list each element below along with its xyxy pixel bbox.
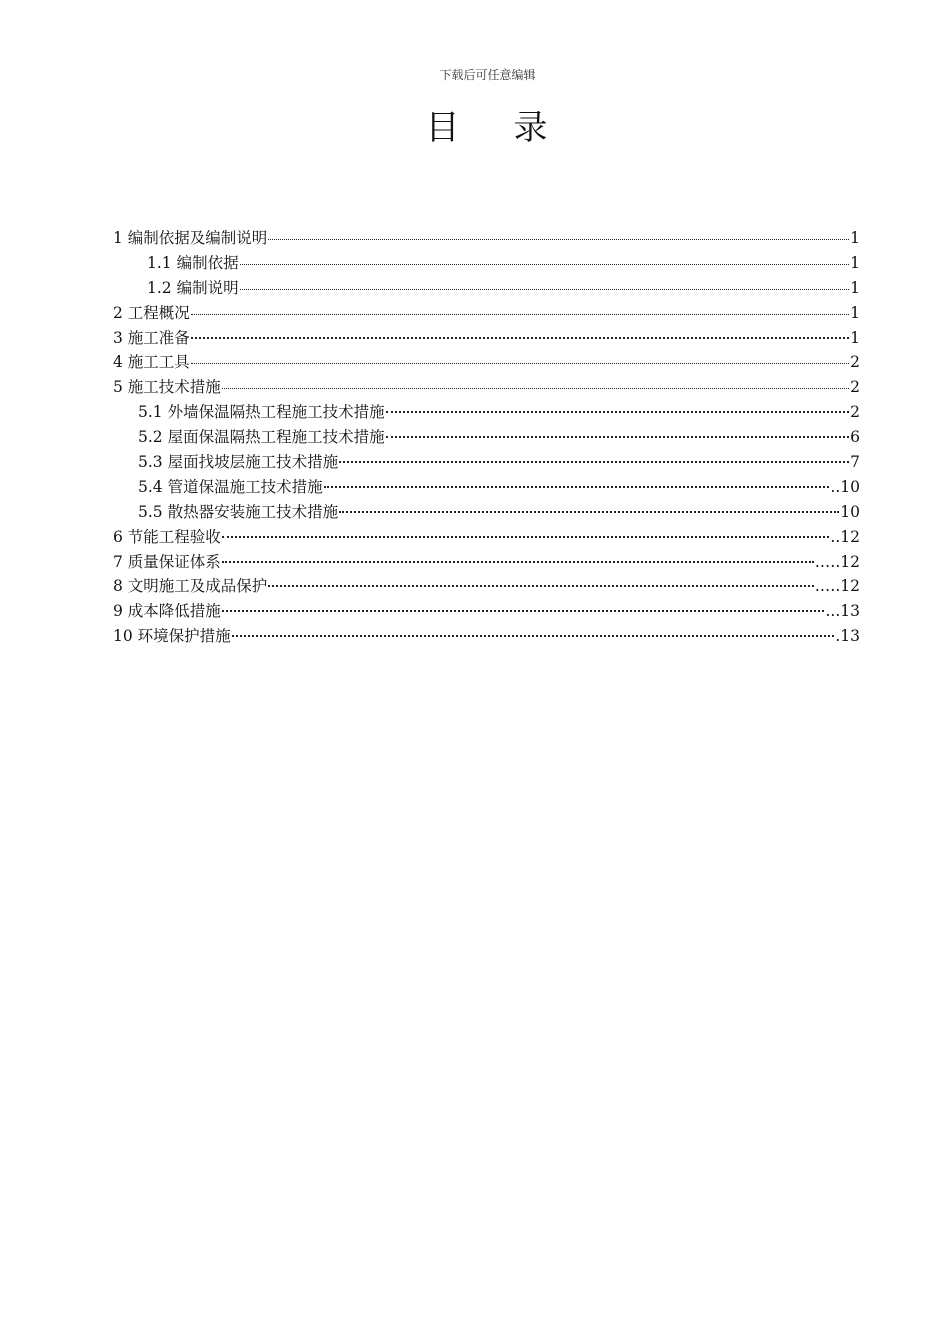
toc-entry-text: 1 编制依据及编制说明 bbox=[113, 229, 268, 247]
toc-entry-text: 5.3 屋面找坡层施工技术措施 bbox=[138, 453, 339, 472]
toc-entry-text: 6 节能工程验收 bbox=[113, 527, 221, 546]
toc-entry-1-2[interactable] bbox=[113, 276, 860, 301]
toc-entry-page: 1 bbox=[850, 303, 860, 322]
toc-leader bbox=[268, 228, 849, 244]
toc-entry-5-2[interactable] bbox=[113, 425, 860, 450]
table-of-contents bbox=[113, 226, 860, 649]
toc-entry-9[interactable] bbox=[113, 599, 860, 624]
toc-leader bbox=[240, 277, 850, 293]
toc-entry-text: 4 施工工具 bbox=[113, 353, 190, 372]
toc-entry-text: 9 成本降低措施 bbox=[113, 602, 221, 621]
toc-leader bbox=[222, 526, 830, 542]
toc-entry-text: 5.4 管道保温施工技术措施 bbox=[138, 477, 323, 496]
toc-entry-3[interactable] bbox=[113, 326, 860, 351]
toc-leader bbox=[240, 252, 850, 268]
toc-entry-page: 1 bbox=[850, 253, 860, 272]
toc-leader bbox=[339, 501, 839, 517]
toc-entry-page: 2 bbox=[850, 403, 860, 422]
toc-entry-10[interactable] bbox=[113, 624, 860, 649]
toc-leader bbox=[222, 551, 814, 567]
toc-entry-text: 8 文明施工及成品保护 bbox=[113, 577, 268, 596]
title-char-2: 录 bbox=[513, 108, 550, 148]
toc-entry-page: .13 bbox=[835, 627, 860, 646]
toc-entry-text: 5.5 散热器安装施工技术措施 bbox=[138, 502, 339, 521]
toc-leader bbox=[191, 352, 849, 368]
toc-entry-4[interactable] bbox=[113, 350, 860, 375]
toc-entry-page: 2 bbox=[850, 378, 860, 397]
toc-entry-page: 1 bbox=[850, 328, 860, 347]
toc-entry-8[interactable] bbox=[113, 574, 860, 599]
toc-entry-text: 2 工程概况 bbox=[113, 303, 190, 322]
toc-entry-1[interactable] bbox=[113, 226, 860, 251]
toc-entry-text: 5 施工技术措施 bbox=[113, 378, 221, 397]
toc-entry-text: 5.1 外墙保温隔热工程施工技术措施 bbox=[138, 403, 385, 422]
toc-entry-page: 1 bbox=[850, 229, 860, 247]
toc-leader bbox=[386, 427, 850, 443]
toc-entry-6[interactable] bbox=[113, 525, 860, 550]
toc-entry-page: .….12 bbox=[814, 552, 860, 571]
header-note: 下载后可任意编辑 bbox=[439, 68, 536, 82]
toc-leader bbox=[324, 476, 830, 492]
toc-entry-page: ..12 bbox=[830, 527, 860, 546]
toc-leader bbox=[222, 377, 849, 393]
toc-entry-text: 1.1 编制依据 bbox=[147, 253, 239, 272]
toc-leader bbox=[339, 452, 849, 468]
toc-entry-page: ...13 bbox=[825, 602, 860, 621]
page-title bbox=[0, 100, 950, 149]
toc-entry-page: 2 bbox=[850, 353, 860, 372]
toc-entry-text: 7 质量保证体系 bbox=[113, 552, 221, 571]
toc-leader bbox=[386, 402, 850, 418]
toc-entry-page: 6 bbox=[850, 428, 860, 447]
toc-entry-text: 1.2 编制说明 bbox=[147, 278, 239, 297]
toc-entry-text: 5.2 屋面保温隔热工程施工技术措施 bbox=[138, 428, 385, 447]
toc-entry-5[interactable] bbox=[113, 375, 860, 400]
title-char-1: 目 bbox=[425, 108, 462, 148]
toc-entry-5-3[interactable] bbox=[113, 450, 860, 475]
toc-leader bbox=[191, 302, 849, 318]
toc-entry-5-4[interactable] bbox=[113, 475, 860, 500]
toc-entry-page: .….12 bbox=[814, 577, 860, 596]
toc-entry-page: 10 bbox=[840, 502, 860, 521]
toc-entry-2[interactable] bbox=[113, 301, 860, 326]
toc-entry-text: 3 施工准备 bbox=[113, 328, 190, 347]
toc-entry-page: ..10 bbox=[830, 477, 860, 496]
toc-leader bbox=[191, 327, 849, 343]
toc-entry-page: 7 bbox=[850, 453, 860, 472]
toc-leader bbox=[222, 601, 825, 617]
toc-entry-text: 10 环境保护措施 bbox=[113, 627, 231, 646]
toc-entry-5-1[interactable] bbox=[113, 400, 860, 425]
toc-leader bbox=[268, 576, 814, 592]
toc-entry-5-5[interactable] bbox=[113, 500, 860, 525]
toc-entry-page: 1 bbox=[850, 278, 860, 297]
toc-leader bbox=[232, 626, 835, 642]
toc-entry-7[interactable] bbox=[113, 550, 860, 575]
toc-entry-1-1[interactable] bbox=[113, 251, 860, 276]
